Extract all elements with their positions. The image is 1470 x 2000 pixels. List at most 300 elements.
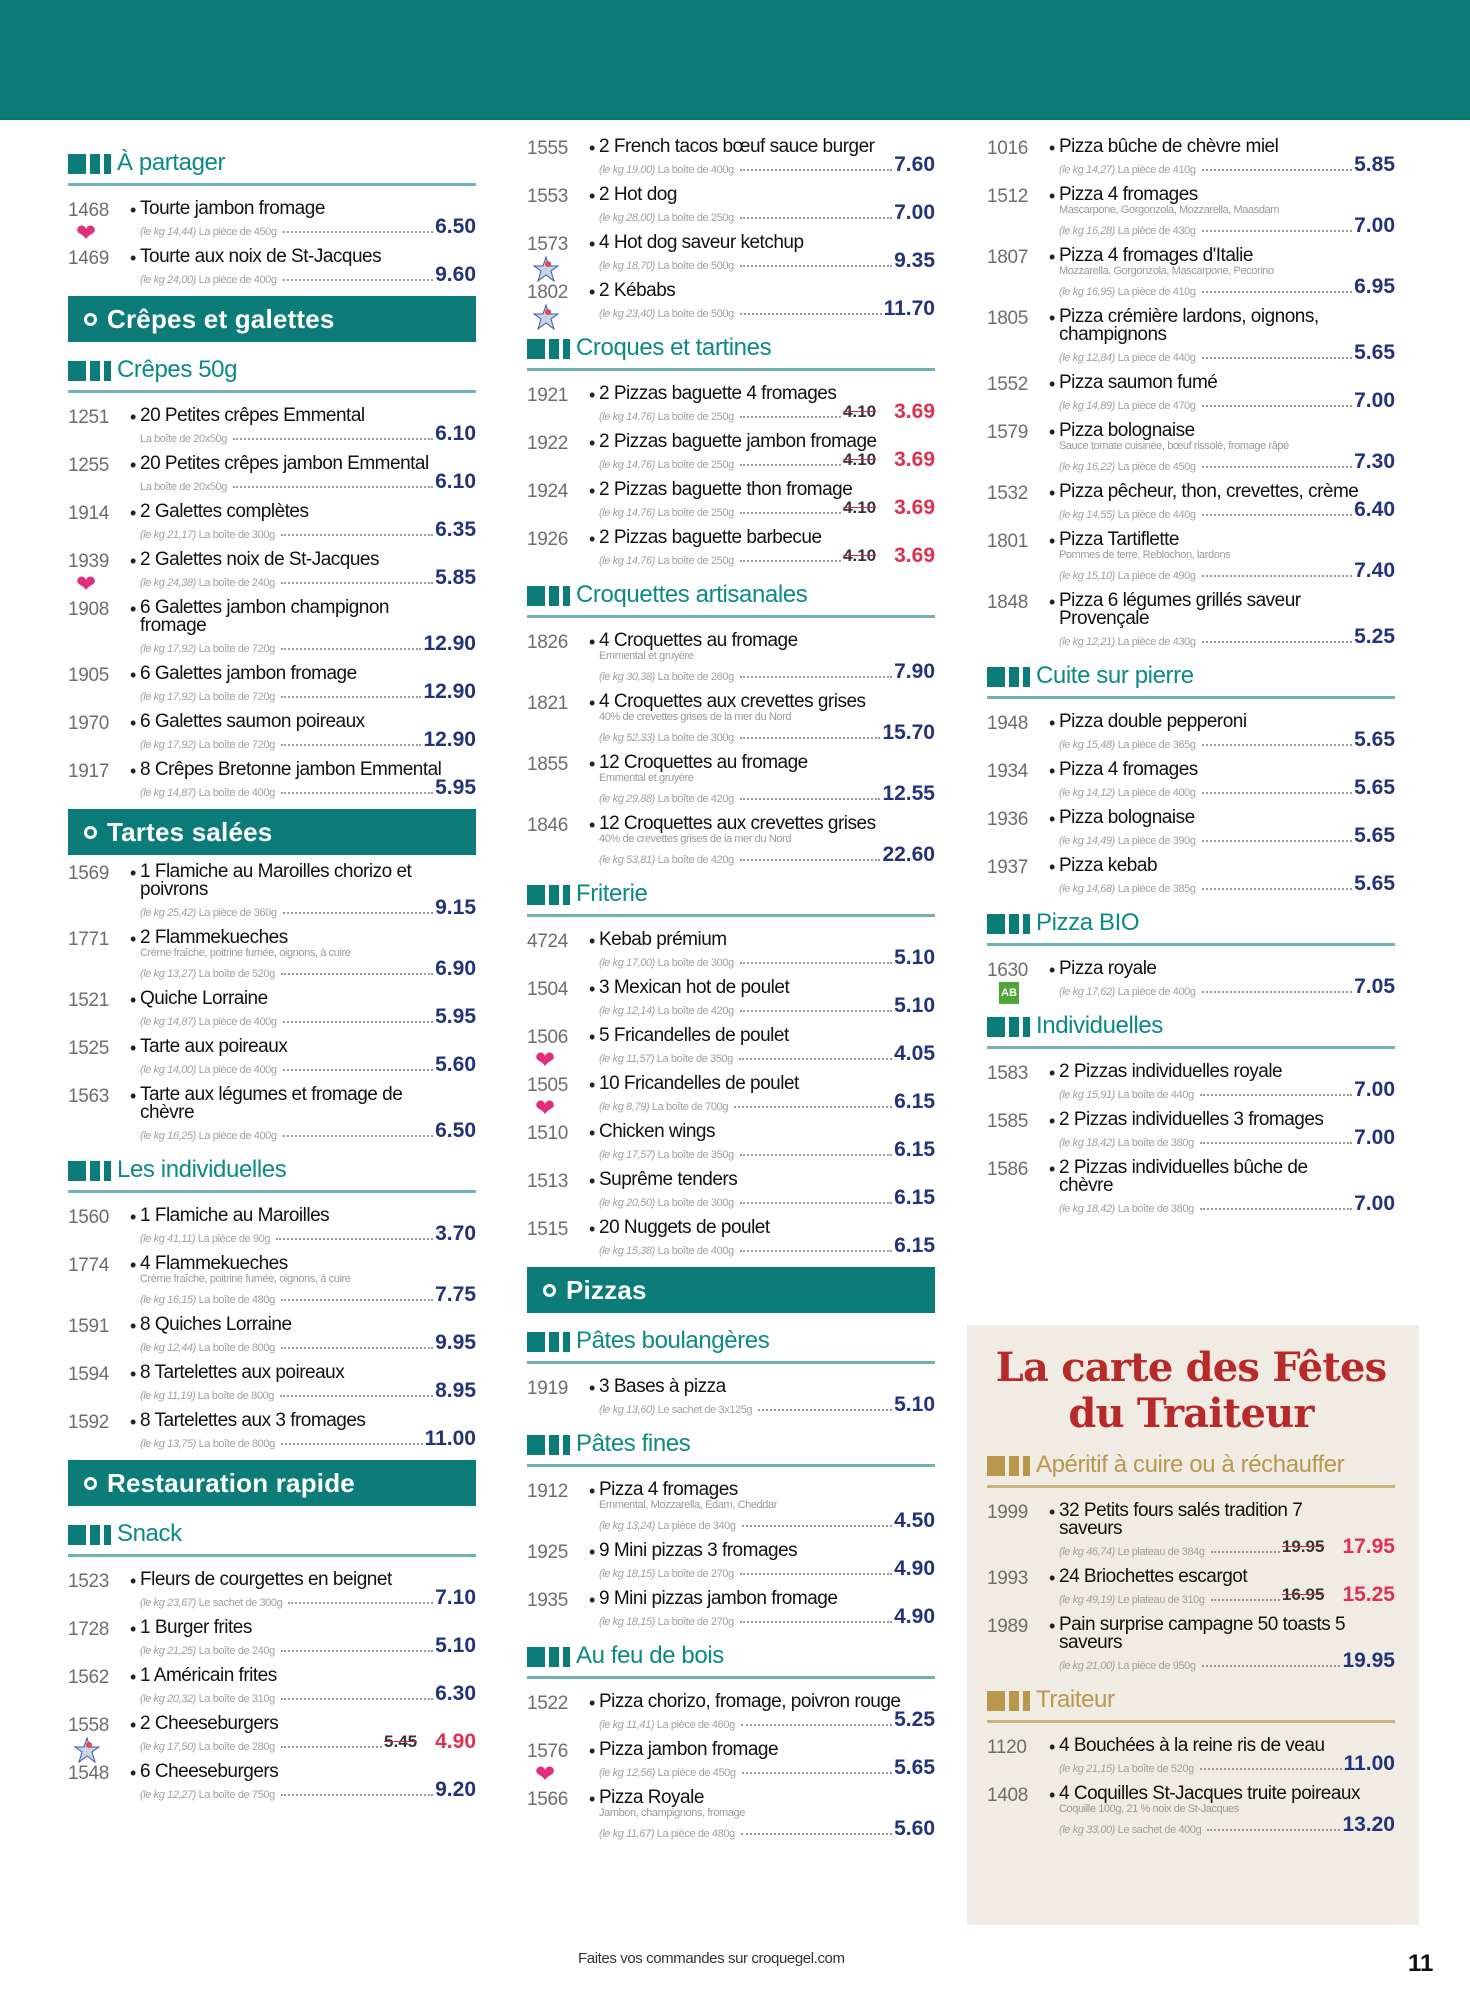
package-size: La boîte de 240g [198,1645,275,1657]
bullet-icon: • [1049,1568,1056,1588]
product-code: 1468 [68,200,110,221]
promo-price: 3.69 [894,496,935,519]
dotted-leader [1200,1142,1352,1144]
product-name: Pizza saumon fumé [1059,372,1218,393]
bullet-icon: • [1049,247,1056,267]
product-item [68,1667,476,1705]
package-size: La boîte de 520g [1117,1763,1194,1775]
price-per-kg: (le kg 49,19) [1059,1594,1115,1606]
item-list [987,1502,1395,1672]
bullet-icon: • [1049,1785,1056,1805]
product-meta [599,1197,734,1209]
product-item [527,282,935,320]
price-row [1059,559,1395,582]
package-size: La boîte de 720g [198,739,275,751]
product-code: 1926 [527,529,569,550]
price-per-kg: (le kg 17,50) [140,1741,196,1753]
price-per-kg: (le kg 13,27) [140,968,196,980]
price-per-kg: (le kg 18,15) [599,1616,655,1628]
dotted-leader [740,512,841,514]
price: 5.25 [1354,625,1395,648]
product-meta [599,1053,733,1065]
dotted-leader [281,1443,423,1445]
dotted-leader [740,265,892,267]
product-code: 1251 [68,407,110,428]
product-meta [140,1130,277,1142]
product-name: 10 Fricandelles de poulet [599,1073,799,1094]
price: 9.60 [435,263,476,286]
price-per-kg: (le kg 11,57) [599,1053,655,1065]
price: 7.00 [894,201,935,224]
circle-icon [84,1477,97,1490]
package-size: La boîte de 300g [657,1197,734,1209]
price: 7.30 [1354,450,1395,473]
product-item [987,308,1395,364]
product-meta [140,1342,275,1354]
dotted-leader [281,534,433,536]
product-code: 1774 [68,1255,110,1276]
dotted-leader [740,464,841,466]
product-name: Tourte jambon fromage [140,198,325,219]
price-per-kg: (le kg 20,32) [140,1693,196,1705]
dotted-leader [1202,357,1353,359]
price-per-kg: (le kg 46,74) [1059,1546,1115,1558]
product-name: 6 Galettes jambon fromage [140,663,357,684]
price-per-kg: (le kg 11,67) [599,1828,655,1840]
product-item [68,665,476,703]
product-code: 1566 [527,1789,569,1810]
product-name: Pizza bolognaise [1059,420,1195,441]
bullet-icon: • [589,1219,596,1239]
price-row [140,1778,476,1801]
page-number: 11 [1408,1950,1434,1977]
dotted-leader [283,231,434,233]
price-row [1059,625,1395,648]
package-size: La pièce de 450g [198,226,277,238]
bars-icon [987,1017,1030,1037]
product-code: 1506 [527,1027,569,1048]
price-per-kg: (le kg 14,68) [1059,883,1115,895]
package-size: La boîte de 500g [657,260,734,272]
product-meta [1059,1089,1194,1101]
product-name: 2 Pizzas individuelles bûche de chèvre [1059,1157,1308,1196]
price: 7.00 [1354,389,1395,412]
bullet-icon: • [589,138,596,158]
package-size: La boîte de 300g [657,732,734,744]
old-price: 5.45 [384,1732,418,1751]
bullet-icon: • [130,863,137,883]
price-row [599,843,935,866]
price-row [599,1605,935,1628]
subsection-pizza-bio: Pizza BIO [987,909,1395,946]
price-row [140,1427,476,1450]
dotted-leader [740,1573,892,1575]
subsection-croques: Croques et tartines [527,334,935,371]
product-item [987,422,1395,473]
price-per-kg: (le kg 52,33) [599,732,655,744]
package-size: La boîte de 20x50g [140,433,227,445]
dotted-leader [741,1724,892,1726]
dotted-leader [1202,514,1353,516]
package-size: La pièce de 430g [1117,636,1196,648]
product-meta [140,1390,274,1402]
product-meta [1059,1660,1196,1672]
product-code: 1525 [68,1038,110,1059]
price: 7.05 [1354,975,1395,998]
price-row [140,263,476,286]
item-list [987,1063,1395,1215]
bars-icon [68,361,111,381]
price: 8.95 [435,1379,476,1402]
bullet-icon: • [130,990,137,1010]
product-meta [140,1294,275,1306]
price-per-kg: (le kg 14,27) [1059,164,1115,176]
product-code: 1563 [68,1086,110,1107]
price: 22.60 [882,843,935,866]
dotted-leader [1202,840,1353,842]
product-code: 1548 [68,1763,110,1784]
price-per-kg: (le kg 13,75) [140,1438,196,1450]
product-name: 24 Briochettes escargot [1059,1566,1248,1587]
bullet-icon: • [130,1619,137,1639]
product-code: 1469 [68,248,110,269]
product-item [987,483,1395,521]
price: 5.65 [1354,728,1395,751]
price-row [140,1682,476,1705]
package-size: Le sachet de 400g [1117,1824,1202,1836]
price-row [599,1817,935,1840]
product-name: Pizza Tartiflette [1059,529,1179,550]
bullet-icon: • [130,455,137,475]
dotted-leader [280,1395,433,1397]
product-code: 1255 [68,455,110,476]
bars-icon [68,154,111,174]
product-item [68,198,476,247]
product-meta [1059,1824,1201,1836]
price: 5.95 [435,776,476,799]
bullet-icon: • [589,433,596,453]
dotted-leader [281,1650,433,1652]
product-code: 1919 [527,1378,569,1399]
product-code: 1922 [527,433,569,454]
price: 7.10 [435,1586,476,1609]
dotted-leader [1202,1665,1341,1667]
price-row [1059,1583,1395,1606]
subsection-snack: Snack [68,1520,476,1557]
product-name: Pizza 4 fromages [1059,759,1198,780]
package-size: La pièce de 400g [1117,787,1196,799]
bars-icon [527,1647,570,1667]
product-item [987,809,1395,847]
price: 7.00 [1354,1192,1395,1215]
product-item [68,599,476,655]
product-meta [599,1828,735,1840]
price-row [140,1222,476,1245]
item-list [987,1737,1395,1836]
price: 6.50 [435,1119,476,1142]
bullet-icon: • [130,1255,137,1275]
product-name: 6 Cheeseburgers [140,1761,279,1782]
price-row [140,1730,476,1753]
price-row [1059,776,1395,799]
product-code: 1512 [987,186,1029,207]
price-per-kg: (le kg 16,22) [1059,461,1115,473]
product-item [987,1159,1395,1215]
bullet-icon: • [130,1364,137,1384]
product-meta [599,1101,728,1113]
item-list [527,1378,935,1416]
package-size: La pièce de 340g [657,1520,736,1532]
bullet-icon: • [130,1763,137,1783]
price: 6.35 [435,518,476,541]
bullet-icon: • [589,754,596,774]
price-row [1059,872,1395,895]
price: 5.10 [894,946,935,969]
price: 4.50 [894,1509,935,1532]
dotted-leader [1202,230,1353,232]
product-meta [1059,225,1196,237]
price-per-kg: (le kg 17,57) [599,1149,655,1161]
price-per-kg: (le kg 21,15) [1059,1763,1115,1775]
package-size: La boîte de 400g [657,164,734,176]
item-list [68,863,476,1142]
product-code: 1925 [527,1542,569,1563]
column-right [987,138,1395,1225]
dotted-leader [1202,405,1353,407]
bullet-icon: • [1049,531,1056,551]
package-size: La boîte de 310g [198,1693,275,1705]
product-item [987,186,1395,237]
product-item [987,1063,1395,1101]
package-size: La boîte de 270g [657,1568,734,1580]
product-name: Tourte aux noix de St-Jacques [140,246,382,267]
product-item [527,1378,935,1416]
price: 6.95 [1354,275,1395,298]
section-pizzas: Pizzas [527,1267,935,1313]
package-size: La boîte de 20x50g [140,481,227,493]
package-size: La pièce de 440g [1117,352,1196,364]
price-row [140,1586,476,1609]
product-code: 1914 [68,503,110,524]
subsection-pates-fines: Pâtes fines [527,1430,935,1467]
dotted-leader [281,582,433,584]
product-code: 4724 [527,931,569,952]
price: 7.00 [1354,214,1395,237]
dotted-leader [1200,1768,1342,1770]
product-meta [140,226,277,238]
price: 5.65 [1354,341,1395,364]
product-name: Pain surprise campagne 50 toasts 5 saveurs [1059,1614,1346,1653]
package-size: La boîte de 420g [657,854,734,866]
product-code: 1970 [68,713,110,734]
product-item [527,1025,935,1074]
price-row [599,1708,935,1731]
dotted-leader [283,912,434,914]
price-row [599,544,935,567]
product-item [68,248,476,286]
product-item [68,1207,476,1245]
product-name: Tarte aux poireaux [140,1036,288,1057]
price-row [140,1005,476,1028]
product-code: 1585 [987,1111,1029,1132]
product-meta [599,459,734,471]
product-meta [140,1645,275,1657]
product-item [527,754,935,805]
footer-order-text[interactable]: Faites vos commandes sur croquegel.com [578,1950,845,1967]
price: 6.15 [894,1138,935,1161]
price-row [1059,153,1395,176]
dotted-leader [281,1347,433,1349]
section-crepes-galettes: Crêpes et galettes [68,296,476,342]
product-name: 2 Cheeseburgers [140,1713,279,1734]
bullet-icon: • [130,200,137,220]
product-item [527,632,935,683]
bullet-icon: • [1049,1737,1056,1757]
price-per-kg: (le kg 15,48) [1059,739,1115,751]
product-code: 1120 [987,1737,1027,1758]
bullet-icon: • [130,1412,137,1432]
bullet-icon: • [1049,1616,1056,1636]
price-per-kg: (le kg 29,88) [599,793,655,805]
product-code: 1576 [527,1741,569,1762]
price-per-kg: (le kg 14,55) [1059,509,1115,521]
price-row [1059,450,1395,473]
bullet-icon: • [130,1667,137,1687]
bullet-icon: • [1049,186,1056,206]
product-name: 4 Flammekueches [140,1253,288,1274]
top-banner [0,0,1470,120]
fetes-title: La carte des Fêtes du Traiteur [995,1344,1387,1437]
product-meta [599,1719,735,1731]
price: 5.85 [1354,153,1395,176]
dotted-leader [276,1238,433,1240]
dotted-leader [283,1021,434,1023]
dotted-leader [740,962,892,964]
bullet-icon: • [1049,308,1056,328]
price-row [599,721,935,744]
package-size: Le sachet de 3x125g [657,1404,753,1416]
product-name: 9 Mini pizzas jambon fromage [599,1588,838,1609]
product-meta [599,1005,734,1017]
product-item [527,1171,935,1209]
product-name: 9 Mini pizzas 3 fromages [599,1540,798,1561]
package-size: La pièce de 410g [1117,164,1196,176]
subsection-individuelles: Individuelles [987,1012,1395,1049]
dotted-leader [1202,792,1353,794]
price-per-kg: (le kg 14,76) [599,459,655,471]
package-size: La pièce de 400g [198,274,277,286]
product-meta [1059,1594,1205,1606]
product-name: Fleurs de courgettes en beignet [140,1569,392,1590]
product-code: 1999 [987,1502,1029,1523]
product-item [527,1693,935,1731]
product-item [987,138,1395,176]
subsection-aperitif: Apéritif à cuire ou à réchauffer [987,1451,1395,1488]
item-list [987,960,1395,998]
section-restauration-rapide: Restauration rapide [68,1460,476,1506]
price: 5.60 [894,1817,935,1840]
package-size: La boîte de 480g [198,1294,275,1306]
product-code: 1505 [527,1075,569,1096]
price-per-kg: (le kg 53,81) [599,854,655,866]
product-item [527,1789,935,1840]
product-code: 1771 [68,929,110,950]
product-description: Crème fraîche, poitrine fumée, oignons, à cuire [140,947,351,959]
price-row [140,1053,476,1076]
product-name: 6 Galettes jambon champignon fromage [140,597,389,636]
price-row [599,249,935,272]
package-size: La boîte de 800g [198,1438,275,1450]
price-row [140,1331,476,1354]
package-size: La pièce de 385g [1117,883,1196,895]
product-name: 2 Flammekueches [140,927,288,948]
price: 5.10 [435,1634,476,1657]
price-row [1059,1813,1395,1836]
package-size: La boîte de 280g [198,1741,275,1753]
price-per-kg: (le kg 21,17) [140,529,196,541]
package-size: La pièce de 400g [198,1064,277,1076]
product-meta [599,164,734,176]
package-size: La boîte de 250g [657,459,734,471]
fetes-box [967,1325,1419,1925]
price: 19.95 [1342,1649,1395,1672]
item-list [527,138,935,320]
price-row [599,1186,935,1209]
dotted-leader [1202,466,1353,468]
subsection-cuite-pierre: Cuite sur pierre [987,662,1395,699]
dotted-leader [281,1299,433,1301]
package-size: Le plateau de 384g [1117,1546,1205,1558]
product-meta [140,1233,270,1245]
bullet-icon: • [130,1086,137,1106]
product-code: 1935 [527,1590,569,1611]
product-meta [599,411,734,423]
product-name: 3 Bases à pizza [599,1376,726,1397]
price: 7.60 [894,153,935,176]
product-item [527,138,935,176]
dotted-leader [281,648,422,650]
dotted-leader [283,279,434,281]
price-per-kg: (le kg 13,60) [599,1404,655,1416]
bullet-icon: • [130,407,137,427]
product-code: 1728 [68,1619,110,1640]
product-code: 1630 [987,960,1029,981]
price: 6.10 [435,422,476,445]
price-per-kg: (le kg 14,89) [1059,400,1115,412]
product-item [527,931,935,969]
price-per-kg: (le kg 15,91) [1059,1089,1115,1101]
price-per-kg: (le kg 12,21) [1059,636,1115,648]
item-list [527,931,935,1257]
product-description: Sauce tomate cuisinée, bœuf rissolé, fromage râpé [1059,440,1289,452]
old-price: 4.10 [843,546,877,565]
product-code: 1948 [987,713,1029,734]
product-item [68,761,476,799]
product-item [987,713,1395,751]
product-name: Pizza 4 fromages d'Italie [1059,245,1253,266]
dotted-leader [1202,169,1353,171]
product-meta [1059,1203,1194,1215]
price-per-kg: (le kg 12,44) [140,1342,196,1354]
product-item [527,385,935,423]
price: 12.90 [423,680,476,703]
product-name: Kebab prémium [599,929,727,950]
dotted-leader [1202,641,1353,643]
product-meta [599,1568,734,1580]
bullet-icon: • [589,1378,596,1398]
product-description: Emmental et gruyère [599,772,694,784]
product-item [68,549,476,598]
